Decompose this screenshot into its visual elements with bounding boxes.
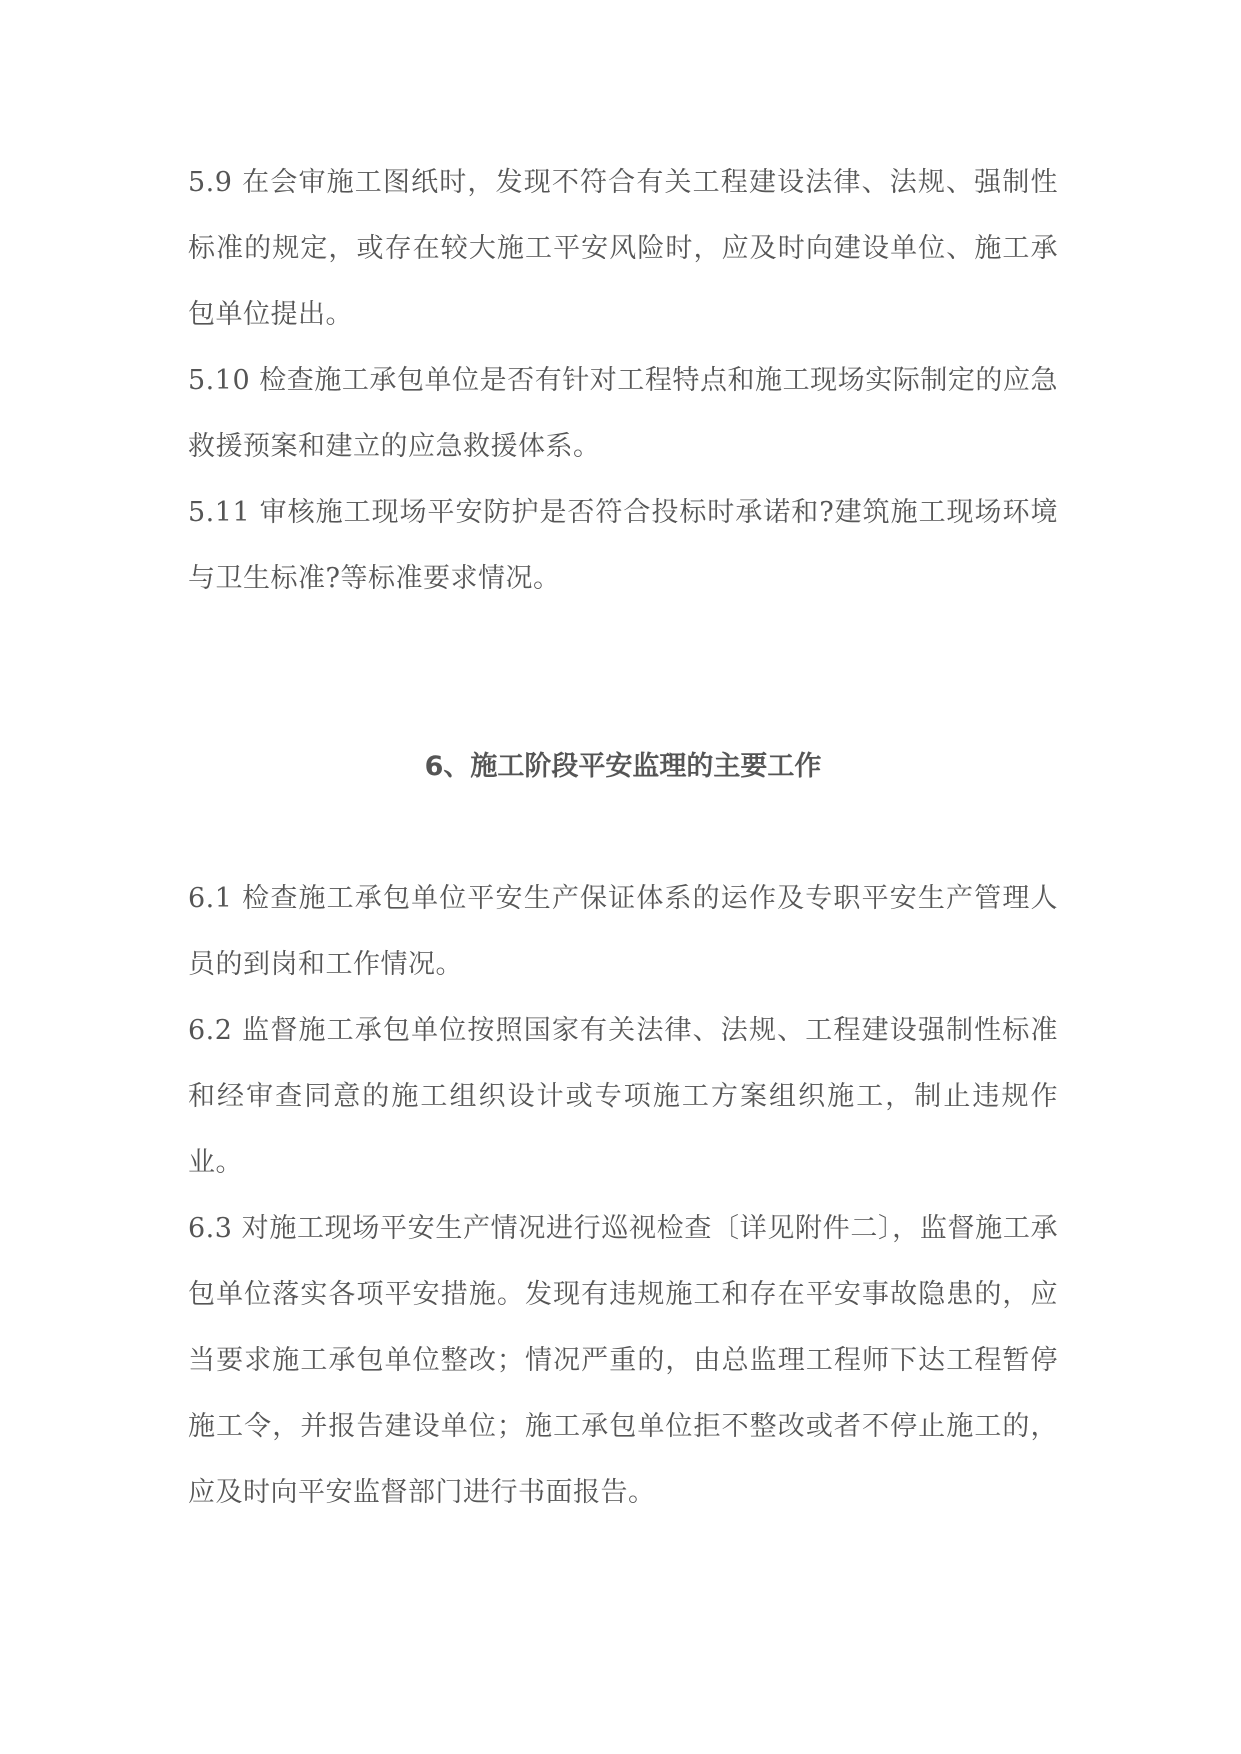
- paragraph-5-10: 5.10 检查施工承包单位是否有针对工程特点和施工现场实际制定的应急救援预案和建立的应急救援体系。: [188, 365, 1058, 462]
- section-6-heading: 6、施工阶段平安监理的主要工作: [424, 751, 822, 782]
- paragraph-6-2: 6.2 监督施工承包单位按照国家有关法律、法规、工程建设强制性标准和经审查同意的施工组织设计或专项施工方案组织施工，制止违规作业。: [188, 1015, 1058, 1178]
- paragraph-5-11: 5.11 审核施工现场平安防护是否符合投标时承诺和?建筑施工现场环境与卫生标准?等标准要求情况。: [188, 497, 1058, 594]
- paragraph-6-1: 6.1 检查施工承包单位平安生产保证体系的运作及专职平安生产管理人员的到岗和工作情况。: [188, 883, 1058, 980]
- paragraph-6-3: 6.3 对施工现场平安生产情况进行巡视检查〔详见附件二〕，监督施工承包单位落实各项平安措施。发现有违规施工和存在平安事故隐患的，应当要求施工承包单位整改；情况严重的，由总监理工程师下达工程暂停施工令，并报告建设单位；施工承包单位拒不整改或者不停止施工的，应及时向平安监督部门进行书面报告。: [188, 1213, 1058, 1508]
- paragraph-5-9: 5.9 在会审施工图纸时，发现不符合有关工程建设法律、法规、强制性标准的规定，或存在较大施工平安风险时，应及时向建设单位、施工承包单位提出。: [188, 167, 1058, 330]
